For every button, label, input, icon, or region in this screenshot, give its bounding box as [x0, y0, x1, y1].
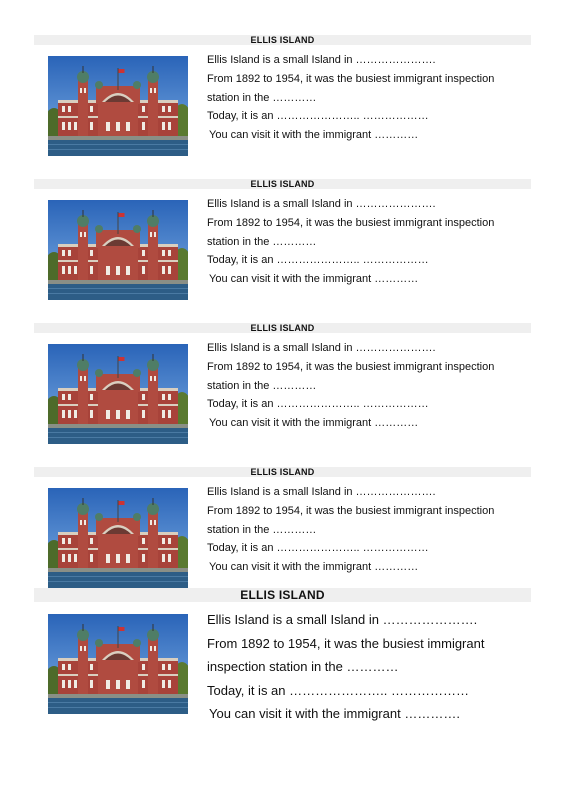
block-text — [207, 51, 527, 145]
ellis-island-photo — [48, 56, 188, 156]
ellis-island-building-image — [48, 614, 188, 714]
block-title: ELLIS ISLAND — [34, 588, 531, 602]
text-line: From 1892 to 1954, it was the busiest immigrant inspection — [207, 504, 495, 517]
text-line: You can visit it with the immigrant ………… — [209, 561, 419, 574]
block-title: ELLIS ISLAND — [34, 467, 531, 477]
text-line: inspection station in the ………… — [207, 659, 399, 674]
text-line: Today, it is an ………………….. ……………… — [207, 682, 469, 698]
text-line: station in the ………… — [207, 235, 317, 248]
text-line: Today, it is an ………………….. ……………… — [207, 542, 429, 555]
block-text — [207, 339, 527, 433]
text-line: Ellis Island is a small Island in …………………. — [207, 486, 436, 498]
worksheet-block-4 — [34, 467, 531, 574]
ellis-island-building-image — [48, 488, 188, 588]
text-line: You can visit it with the immigrant …………. — [209, 706, 460, 721]
ellis-island-building-image — [48, 200, 188, 300]
text-line: Ellis Island is a small Island in …………………. — [207, 198, 436, 210]
block-title: ELLIS ISLAND — [34, 35, 531, 45]
ellis-island-photo — [48, 344, 188, 444]
ellis-island-photo — [48, 200, 188, 300]
block-title: ELLIS ISLAND — [34, 179, 531, 189]
worksheet-block-2 — [34, 179, 531, 286]
text-line: From 1892 to 1954, it was the busiest immigrant inspection — [207, 360, 495, 373]
text-line: Today, it is an ………………….. ……………… — [207, 398, 429, 411]
text-line: You can visit it with the immigrant ………… — [209, 273, 419, 286]
ellis-island-building-image — [48, 344, 188, 444]
worksheet-block-5 — [34, 588, 531, 721]
worksheet-block-3 — [34, 323, 531, 430]
text-line: You can visit it with the immigrant ………… — [209, 129, 419, 142]
text-line: Ellis Island is a small Island in …………………. — [207, 54, 436, 66]
text-line: Today, it is an ………………….. ……………… — [207, 254, 429, 267]
text-line: You can visit it with the immigrant ………… — [209, 417, 419, 430]
ellis-island-photo — [48, 488, 188, 588]
block-text — [207, 608, 527, 726]
block-title: ELLIS ISLAND — [34, 323, 531, 333]
block-text — [207, 195, 527, 289]
text-line: station in the ………… — [207, 91, 317, 104]
text-line: Today, it is an ………………….. ……………… — [207, 110, 429, 123]
block-text — [207, 483, 527, 577]
worksheet-block-1 — [34, 35, 531, 142]
text-line: station in the ………… — [207, 523, 317, 536]
text-line: Ellis Island is a small Island in …………………. — [207, 612, 478, 627]
text-line: From 1892 to 1954, it was the busiest immigrant inspection — [207, 72, 495, 85]
text-line: station in the ………… — [207, 379, 317, 392]
text-line: Ellis Island is a small Island in …………………. — [207, 342, 436, 354]
ellis-island-building-image — [48, 56, 188, 156]
ellis-island-photo — [48, 614, 188, 714]
text-line: From 1892 to 1954, it was the busiest immigrant — [207, 635, 485, 651]
text-line: From 1892 to 1954, it was the busiest immigrant inspection — [207, 216, 495, 229]
